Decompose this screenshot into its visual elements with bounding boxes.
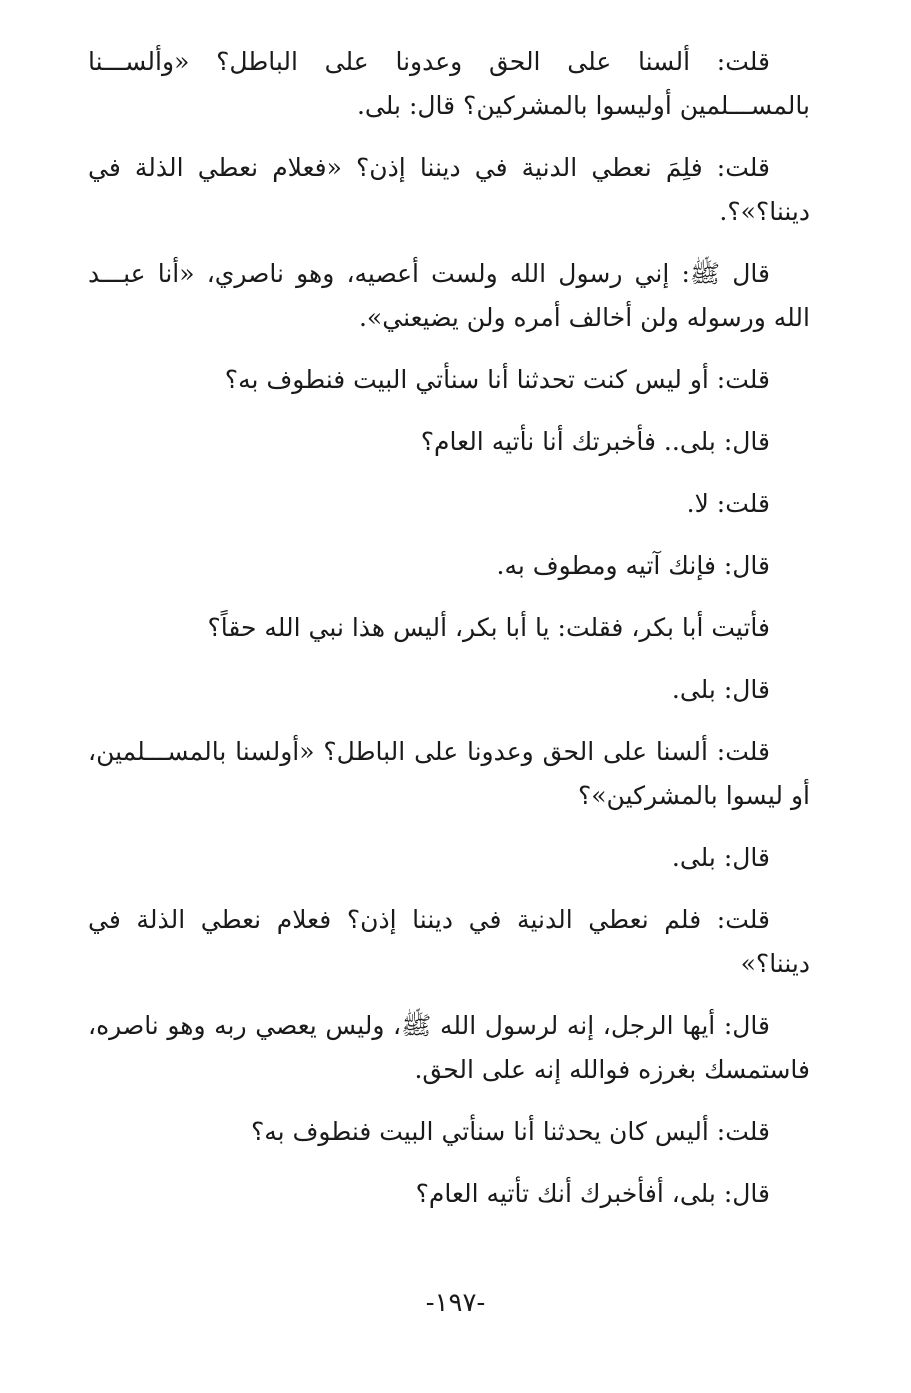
paragraph: قال: بلى.	[671, 675, 770, 704]
paragraph: قلت: أو ليس كنت تحدثنا أنا سنأتي البيت فنطوف به؟	[224, 365, 770, 394]
paragraph: قلت: ألسنا على الحق وعدونا على الباطل؟ «وألســـنا بالمســـلمين أوليسوا بالمشركين؟ قال: بلى.	[88, 47, 810, 120]
paragraph: فأتيت أبا بكر، فقلت: يا أبا بكر، أليس هذا نبي الله حقاً؟	[207, 613, 770, 642]
paragraph: قلت: لا.	[686, 489, 770, 518]
paragraph: قلت: أليس كان يحدثنا أنا سنأتي البيت فنطوف به؟	[250, 1117, 770, 1146]
paragraph: قال: بلى.	[671, 843, 770, 872]
paragraph: قال: بلى، أفأخبرك أنك تأتيه العام؟	[415, 1179, 770, 1208]
body-text	[88, 40, 810, 1234]
paragraph: قال: أيها الرجل، إنه لرسول الله ﷺ، وليس يعصي ربه وهو ناصره، فاستمسك بغرزه فوالله إنه على الحق.	[88, 1011, 810, 1084]
paragraph: قال ﷺ: إني رسول الله ولست أعصيه، وهو ناصري، «أنا عبـــد الله ورسوله ولن أخالف أمره ولن يضيعني».	[88, 259, 810, 332]
paragraph: قلت: فلم نعطي الدنية في ديننا إذن؟ فعلام نعطي الذلة في ديننا؟»	[88, 905, 810, 978]
paragraph: قال: بلى.. فأخبرتك أنا نأتيه العام؟	[420, 427, 770, 456]
page-number: -١٩٧-	[425, 1288, 486, 1318]
paragraph: قال: فإنك آتيه ومطوف به.	[496, 551, 770, 580]
paragraph: قلت: ألسنا على الحق وعدونا على الباطل؟ «أولسنا بالمســـلمين، أو ليسوا بالمشركين»؟	[88, 737, 810, 810]
paragraph: قلت: فلِمَ نعطي الدنية في ديننا إذن؟ «فعلام نعطي الذلة في ديننا؟»؟.	[88, 153, 810, 226]
